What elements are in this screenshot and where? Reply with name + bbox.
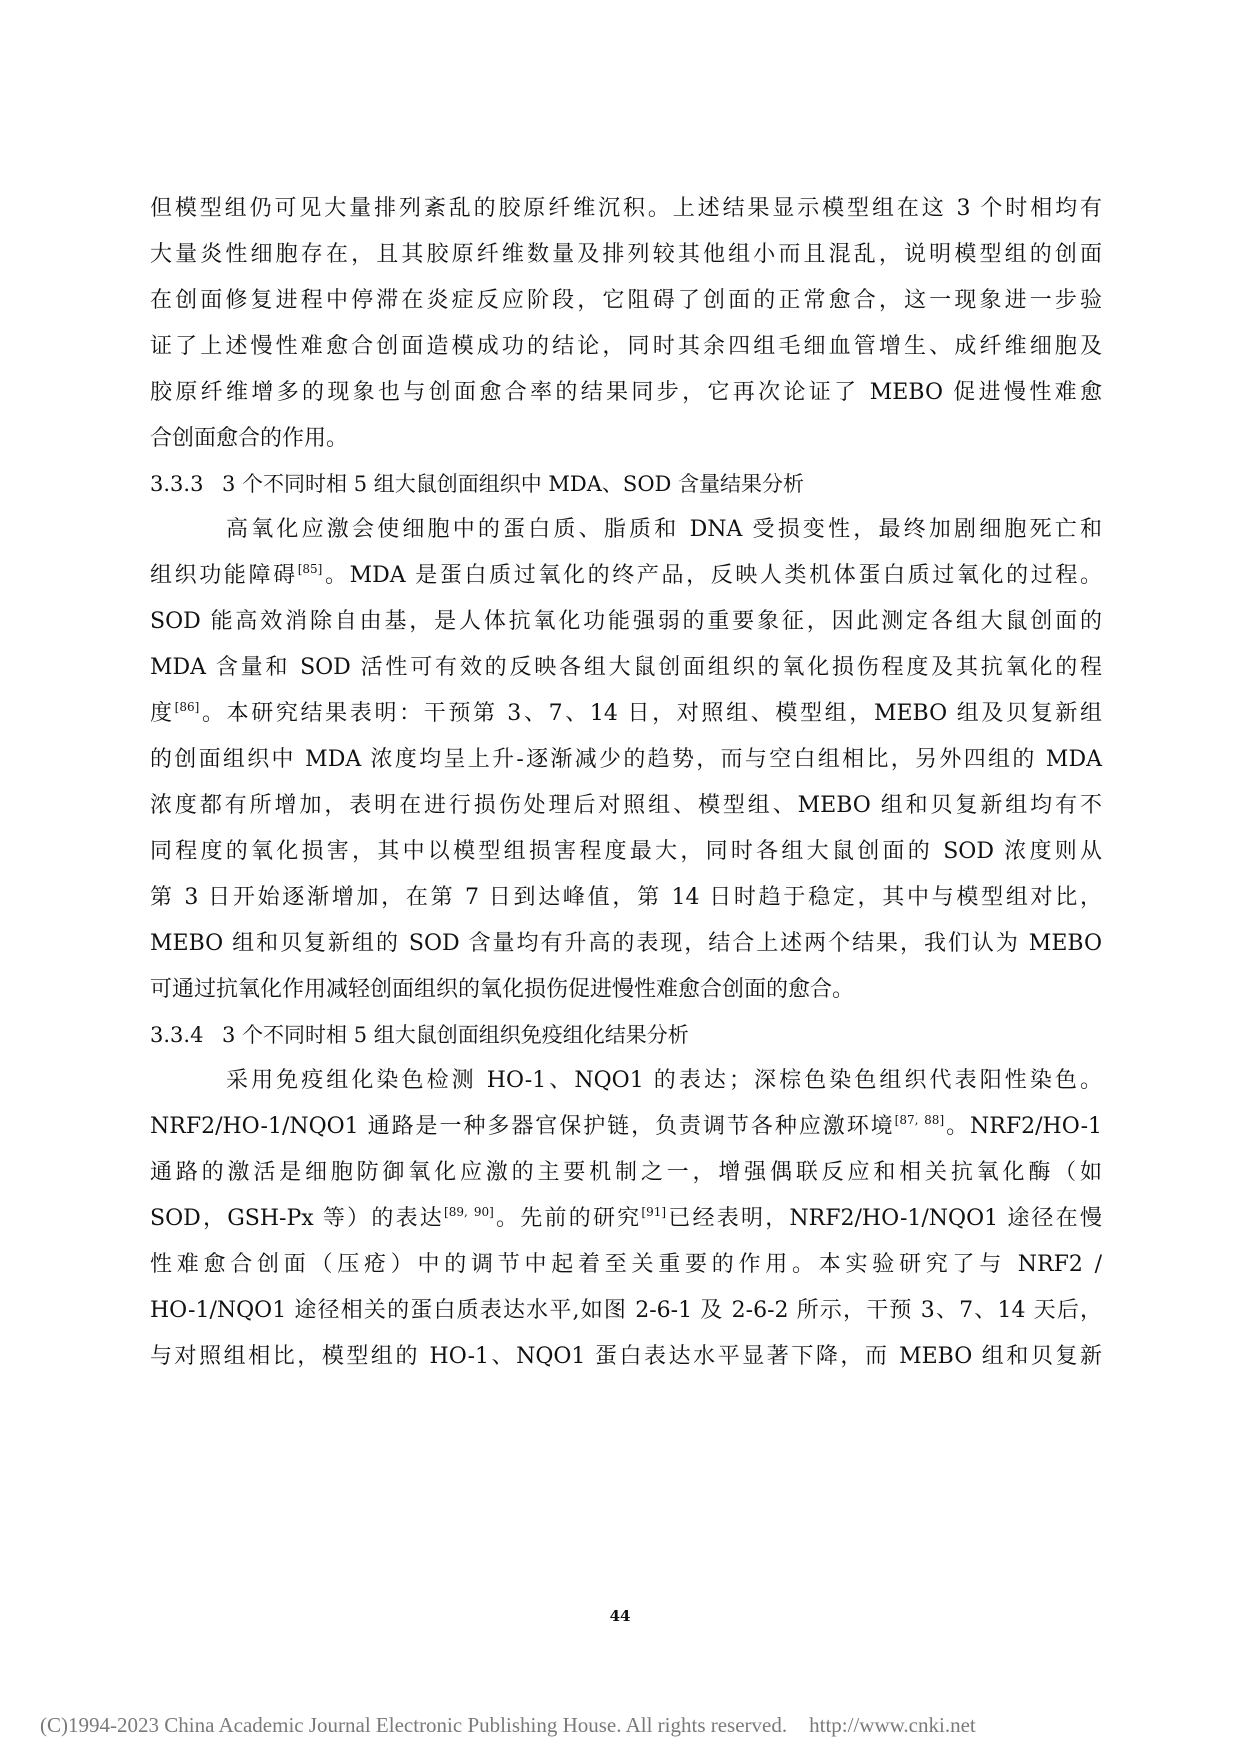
paragraph-3-line-7: 与对照组相比，模型组的 HO-1、NQO1 蛋白表达水平显著下降，而 MEBO 组和贝复新 (150, 1344, 1102, 1369)
text-span: 度 (150, 701, 175, 726)
paragraph-2-line-2 (150, 561, 1102, 591)
paragraph-1-line-3: 在创面修复进程中停滞在炎症反应阶段，它阻碍了创面的正常愈合，这一现象进一步验 (150, 288, 1102, 313)
paragraph-1-line-6: 合创面愈合的作用。 (150, 426, 349, 451)
footer-url[interactable]: http://www.cnki.net (809, 1713, 976, 1737)
section-title: 3 个不同时相 5 组大鼠创面组织免疫组化结果分析 (222, 1023, 689, 1047)
paragraph-2-line-9: 第 3 日开始逐渐增加，在第 7 日到达峰值，第 14 日时趋于稳定，其中与模型组对比， (150, 885, 1102, 910)
paragraph-1-line-2: 大量炎性细胞存在，且其胶原纤维数量及排列较其他组小而且混乱，说明模型组的创面 (150, 242, 1102, 267)
copyright-footer (40, 1712, 976, 1738)
paragraph-2-line-4: MDA 含量和 SOD 活性可有效的反映各组大鼠创面组织的氧化损伤程度及其抗氧化的程 (150, 655, 1102, 680)
citation-ref: [85] (297, 562, 323, 576)
paragraph-3-line-6: HO-1/NQO1 途径相关的蛋白质表达水平,如图 2-6-1 及 2-6-2 所示，干预 3、7、14 天后， (150, 1298, 1102, 1323)
paragraph-3-line-4 (150, 1204, 1102, 1234)
text-span: 已经表明，NRF2/HO-1/NQO1 途径在慢 (666, 1206, 1103, 1231)
citation-ref: [87, 88] (894, 1113, 945, 1127)
paragraph-2-line-7: 浓度都有所增加，表明在进行损伤处理后对照组、模型组、MEBO 组和贝复新组均有不 (150, 793, 1102, 818)
citation-ref: [89, 90] (444, 1205, 494, 1219)
paragraph-1-line-1: 但模型组仍可见大量排列紊乱的胶原纤维沉积。上述结果显示模型组在这 3 个时相均有 (150, 196, 1102, 221)
paragraph-2-line-3: SOD 能高效消除自由基，是人体抗氧化功能强弱的重要象征，因此测定各组大鼠创面的 (150, 609, 1102, 634)
text-span: 。MDA 是蛋白质过氧化的终产品，反映人类机体蛋白质过氧化的过程。 (322, 563, 1102, 588)
text-span: 组织功能障碍 (150, 563, 298, 588)
paragraph-3-line-2 (150, 1112, 1102, 1142)
section-number: 3.3.4 (150, 1023, 204, 1047)
section-heading-3-3-4 (150, 1020, 689, 1050)
copyright-text: (C)1994-2023 China Academic Journal Electronic Publishing House. All rights reserved. (40, 1713, 788, 1737)
section-heading-3-3-3 (150, 469, 804, 499)
paragraph-2-line-11: 可通过抗氧化作用减轻创面组织的氧化损伤促进慢性难愈合创面的愈合。 (150, 977, 855, 1002)
paragraph-3-line-1: 采用免疫组化染色检测 HO-1、NQO1 的表达；深棕色染色组织代表阳性染色。 (226, 1068, 1102, 1093)
paragraph-3-line-5: 性难愈合创面（压疮）中的调节中起着至关重要的作用。本实验研究了与 NRF2 / (150, 1252, 1102, 1277)
paragraph-3-line-3: 通路的激活是细胞防御氧化应激的主要机制之一，增强偶联反应和相关抗氧化酶（如 (150, 1160, 1102, 1185)
paragraph-2-line-8: 同程度的氧化损害，其中以模型组损害程度最大，同时各组大鼠创面的 SOD 浓度则从 (150, 839, 1102, 864)
section-number: 3.3.3 (150, 472, 204, 496)
paragraph-2-line-5 (150, 699, 1102, 729)
text-span: 。本研究结果表明：干预第 3、7、14 日，对照组、模型组，MEBO 组及贝复新组 (199, 701, 1102, 726)
section-title: 3 个不同时相 5 组大鼠创面组织中 MDA、SOD 含量结果分析 (222, 472, 805, 496)
paragraph-1-line-4: 证了上述慢性难愈合创面造模成功的结论，同时其余四组毛细血管增生、成纤维细胞及 (150, 334, 1102, 359)
text-span: NRF2/HO-1/NQO1 通路是一种多器官保护链，负责调节各种应激环境 (150, 1114, 895, 1139)
paragraph-2-line-10: MEBO 组和贝复新组的 SOD 含量均有升高的表现，结合上述两个结果，我们认为 MEBO (150, 931, 1102, 956)
text-span: SOD，GSH-Px 等）的表达 (150, 1206, 445, 1231)
paragraph-1-line-5: 胶原纤维增多的现象也与创面愈合率的结果同步，它再次论证了 MEBO 促进慢性难愈 (150, 380, 1102, 405)
text-span: 。NRF2/HO-1 (944, 1114, 1102, 1139)
citation-ref: [86] (174, 700, 200, 714)
citation-ref: [91] (641, 1205, 667, 1219)
page-number: 44 (609, 1607, 631, 1625)
text-span: 。先前的研究 (493, 1206, 642, 1231)
paragraph-2-line-1: 高氧化应激会使细胞中的蛋白质、脂质和 DNA 受损变性，最终加剧细胞死亡和 (226, 517, 1102, 542)
paragraph-2-line-6: 的创面组织中 MDA 浓度均呈上升-逐渐减少的趋势，而与空白组相比，另外四组的 MDA (150, 747, 1102, 772)
